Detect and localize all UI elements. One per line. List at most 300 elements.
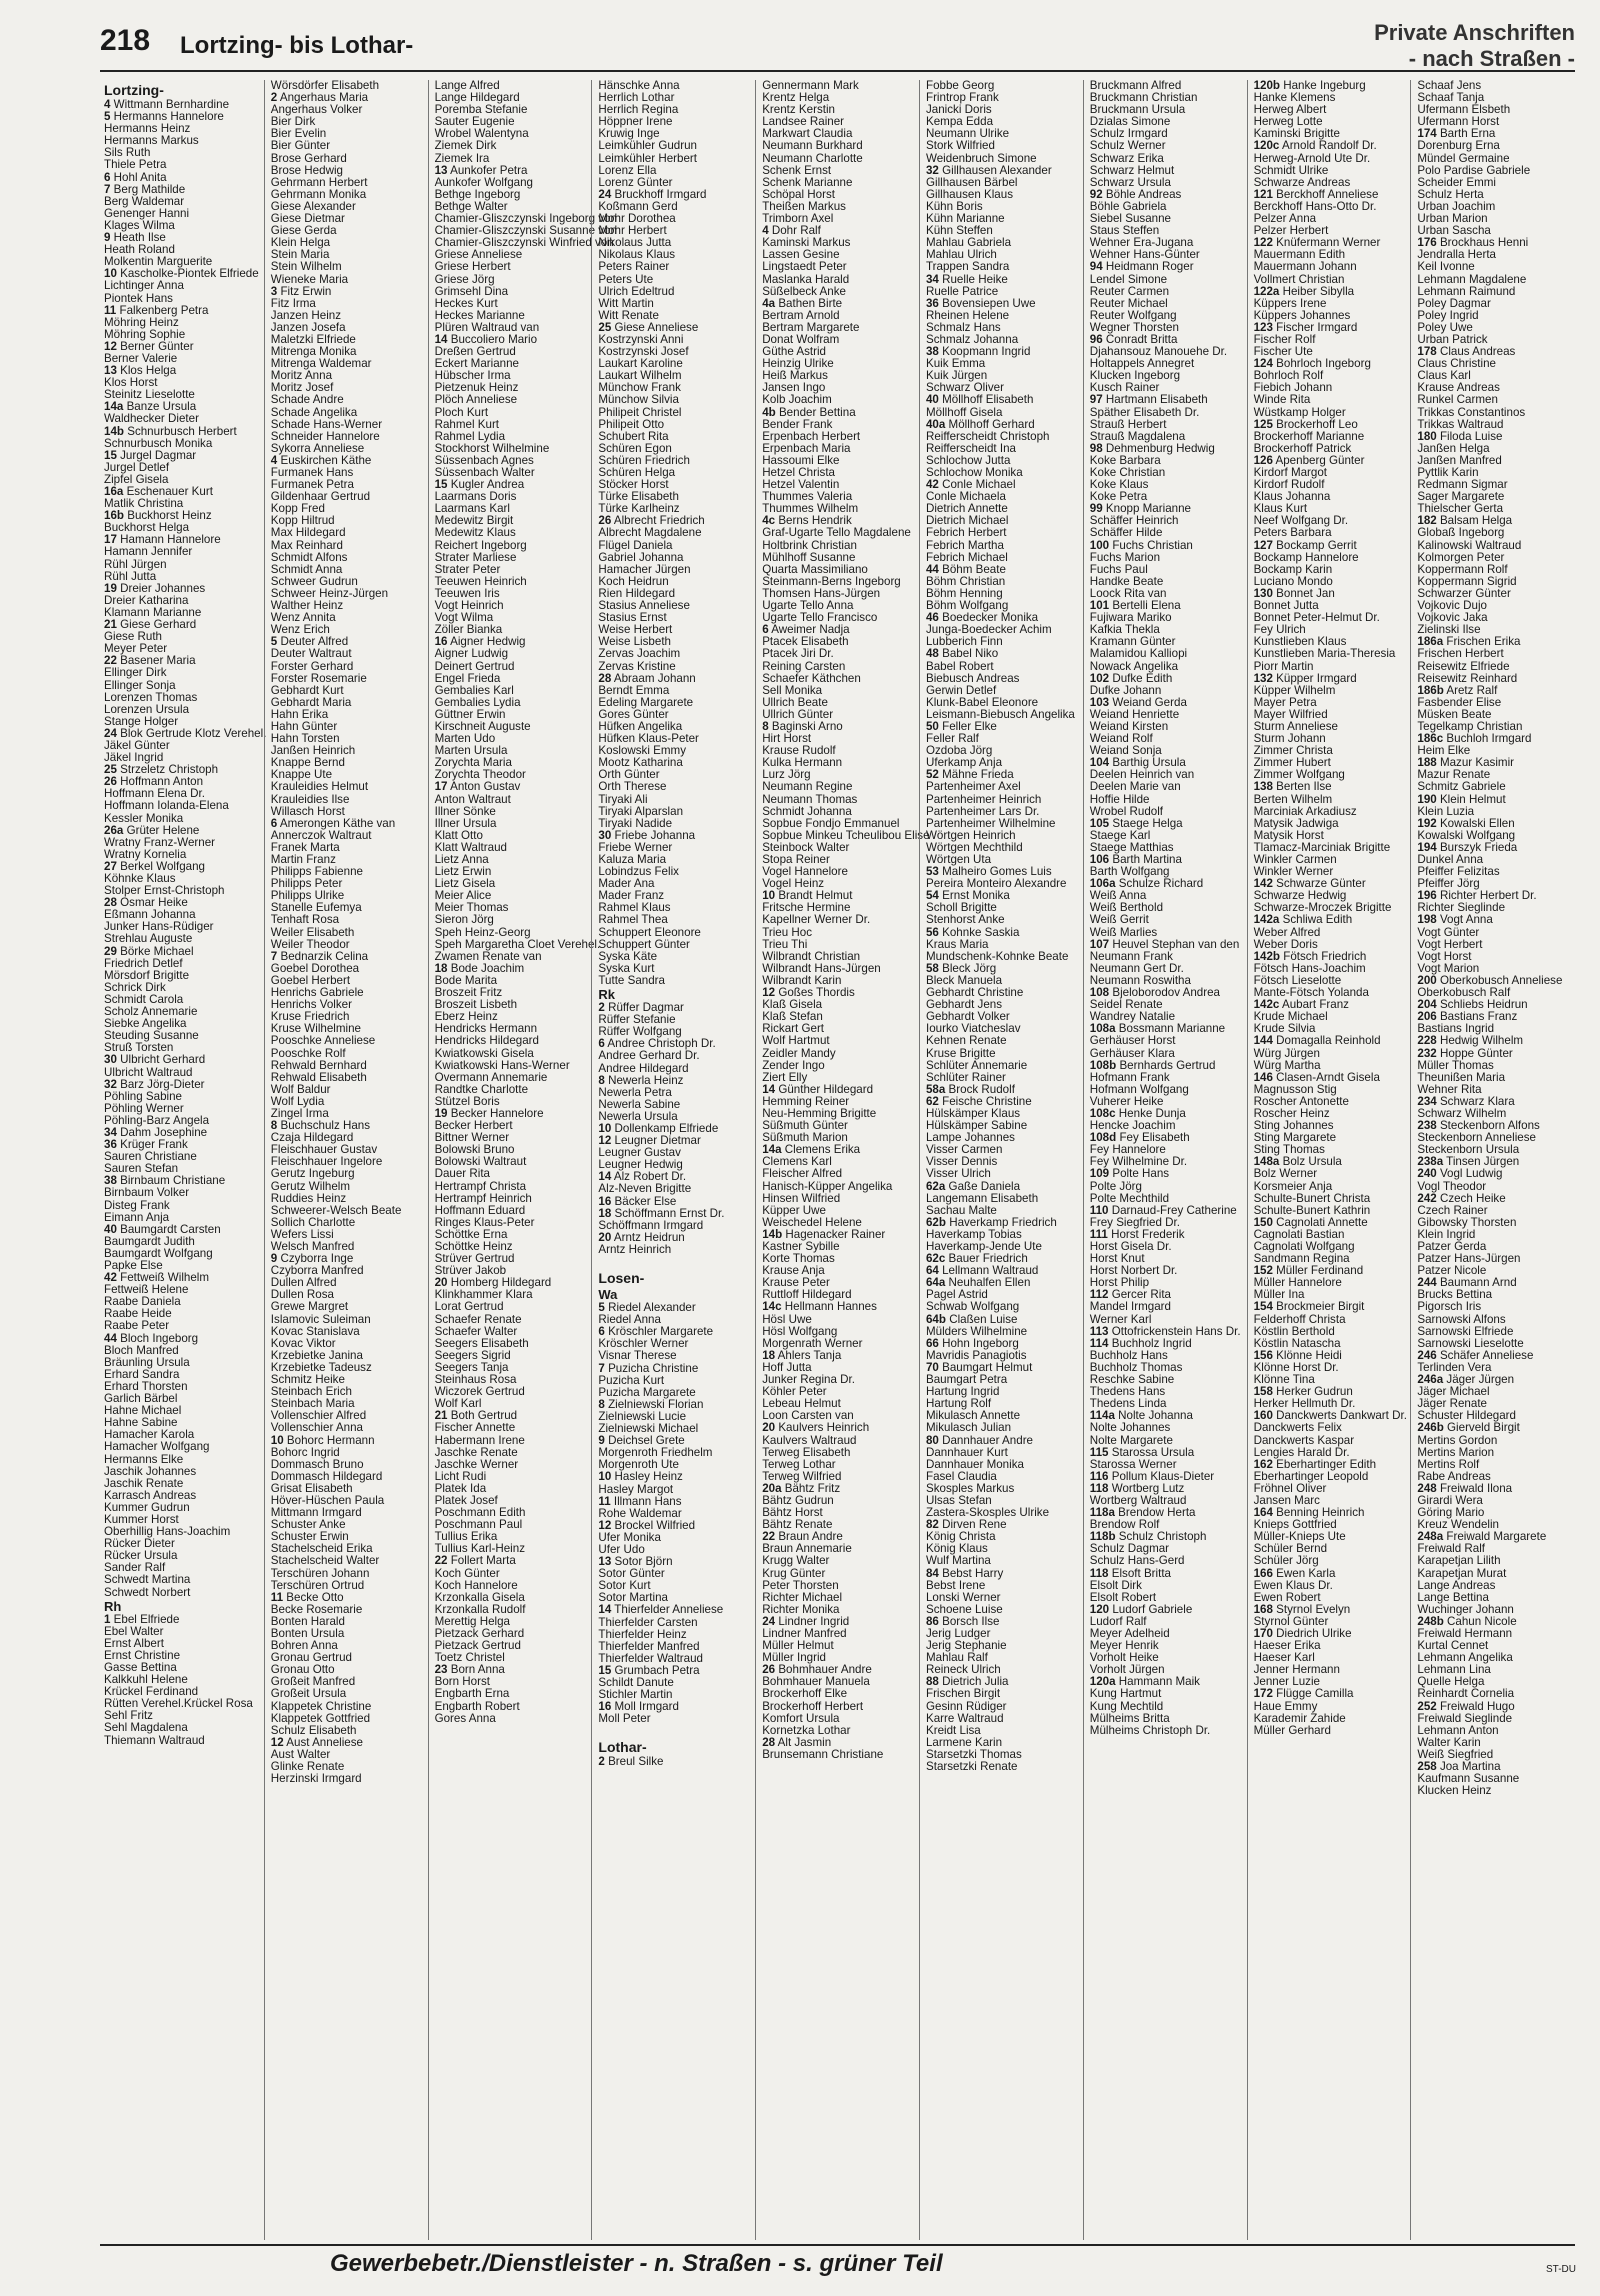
list-item: Köstlin Natascha (1253, 1336, 1341, 1350)
list-item: Kwiatkowski Gisela (434, 1046, 534, 1060)
list-item: Fötsch Hans-Joachim (1253, 961, 1366, 975)
list-item: Lurz Jörg (762, 768, 811, 782)
list-item: Theunißen Maria (1417, 1070, 1506, 1084)
list-item: Weiß Gerrit (1089, 913, 1149, 927)
list-item: Newerla Sabine (598, 1097, 681, 1111)
list-item: 4b Bender Bettina (762, 405, 856, 419)
list-item: Schmidt Johanna (762, 804, 852, 818)
list-item: Hamacher Wolfgang (104, 1440, 210, 1454)
list-item: Kirdorf Margot (1253, 466, 1328, 479)
list-item: 32 Gillhausen Alexander (925, 163, 1052, 177)
list-item: 3 Fitz Erwin (270, 284, 332, 298)
list-item: Schuster Hildegard (1417, 1409, 1516, 1423)
list-item: Knappe Bernd (270, 756, 345, 770)
directory-column-6 (919, 80, 1083, 2240)
list-item: Pyttlik Karin (1417, 466, 1479, 479)
list-item: Thierfelder Manfred (598, 1639, 700, 1653)
list-item: Dauer Rita (434, 1167, 491, 1181)
list-item: Karademir Zahide (1253, 1711, 1346, 1725)
list-item: Terweg Lothar (762, 1457, 836, 1471)
list-item: Sopbue Minkeu Tcheulibou Elise (762, 828, 930, 842)
list-item: Hülskämper Klaus (925, 1106, 1021, 1120)
list-item: 252 Freiwald Hugo (1417, 1699, 1515, 1713)
list-item: Hinsen Wilfried (762, 1191, 841, 1205)
list-item: Broszeit Lisbeth (434, 998, 518, 1012)
list-item: Wolf Baldur (270, 1082, 331, 1096)
list-item: Strüver Jakob (434, 1264, 507, 1278)
list-item: Müller Ingrid (762, 1651, 826, 1665)
list-item: Vogt Wilma (434, 611, 494, 625)
list-item: 190 Klein Helmut (1417, 792, 1506, 806)
list-item: 84 Bebst Harry (925, 1566, 1004, 1580)
list-item: Weber Doris (1253, 937, 1318, 951)
list-item: 186b Aretz Ralf (1417, 683, 1498, 697)
list-item: Sauter Eugenie (434, 115, 515, 129)
list-item: Poley Ingrid (1417, 308, 1479, 322)
list-item: Schulz Hans-Gerd (1089, 1554, 1185, 1568)
list-item: Klein Ingrid (1417, 1227, 1476, 1241)
list-item: 180 Filoda Luise (1417, 429, 1503, 443)
list-item: Freiwald Ralf (1417, 1542, 1486, 1556)
list-item: Schüler Bernd (1253, 1542, 1328, 1556)
list-item: 15 Kugler Andrea (434, 478, 525, 492)
list-item: Raabe Peter (104, 1319, 170, 1333)
list-item: Rahmel Kurt (434, 417, 500, 431)
list-item: Rüffer Wolfgang (598, 1025, 682, 1039)
list-item: 19 Becker Hannelore (434, 1106, 544, 1120)
list-item: Pöhling-Barz Angela (104, 1113, 210, 1127)
list-item: Mülheims Britta (1089, 1711, 1170, 1725)
list-item: Steinbach Erich (270, 1385, 352, 1399)
list-item: Schüren Helga (598, 466, 676, 479)
list-item: 192 Kowalski Ellen (1417, 816, 1515, 830)
list-item: Großeit Ursula (270, 1687, 347, 1701)
list-item: 96 Conradt Britta (1089, 332, 1178, 346)
list-item: Trikkas Waltraud (1417, 417, 1504, 431)
list-item: Winkler Carmen (1253, 853, 1337, 866)
list-item: 40 Baumgardt Carsten (104, 1222, 221, 1236)
list-item: Gebhardt Christine (925, 986, 1024, 1000)
list-item: Bähtz Renate (762, 1518, 833, 1532)
list-item: Schaaf Tanja (1417, 91, 1485, 105)
list-item: Mayer Wilfried (1253, 707, 1328, 721)
list-item: Czyborra Manfred (270, 1264, 364, 1278)
list-item: Tullius Karl-Heinz (434, 1542, 526, 1556)
list-item: Becker Herbert (434, 1119, 513, 1133)
list-item: Berg Waldemar (104, 194, 185, 208)
list-item: Pereira Monteiro Alexandre (925, 877, 1067, 891)
list-item: Ernst Christine (104, 1648, 181, 1662)
list-item: 124 Bohrloch Ingeborg (1253, 357, 1371, 371)
list-item: Ulsas Stefan (925, 1493, 992, 1507)
list-item: Danckwerts Kaspar (1253, 1433, 1355, 1447)
list-item: Aunkofer Wolfgang (434, 175, 533, 189)
list-item: Malamidou Kalliopi (1089, 647, 1188, 661)
list-item: 118a Brendow Herta (1089, 1506, 1196, 1520)
list-item: 99 Knopp Marianne (1089, 502, 1191, 516)
list-item: Klamann Marianne (104, 605, 202, 619)
list-item: Roscher Antonette (1253, 1094, 1349, 1108)
list-item: Dullen Alfred (270, 1276, 337, 1290)
list-item: 23 Born Anna (434, 1663, 505, 1677)
list-item: 118 Wortberg Lutz (1089, 1481, 1185, 1495)
list-item: Kaulvers Waltraud (762, 1433, 857, 1447)
list-item: Girardi Wera (1417, 1493, 1483, 1507)
list-item: 4 Wittmann Bernhardine (104, 98, 230, 111)
list-item: 4 Euskirchen Käthe (270, 453, 372, 467)
list-item: Plüren Waltraud van (434, 320, 540, 334)
list-item: Kung Mechtild (1089, 1699, 1164, 1713)
list-item: 12 Goßes Thordis (762, 986, 855, 1000)
list-item: Stopa Reiner (762, 853, 830, 866)
list-item: Jansen Marc (1253, 1493, 1320, 1507)
list-item: 10 Kascholke-Piontek Elfriede (104, 267, 259, 281)
list-item: Sturm Anneliese (1253, 719, 1339, 733)
list-item: Köhnke Klaus (104, 872, 176, 885)
list-item: Stichler Martin (598, 1688, 673, 1702)
list-item: 5 Hermanns Hannelore (104, 110, 224, 124)
list-item: Vorholt Heike (1089, 1651, 1159, 1665)
list-item: 64 Lellmann Waltraud (925, 1264, 1039, 1278)
list-item: Dietrich Annette (925, 502, 1008, 516)
list-item: Köhler Peter (762, 1385, 827, 1399)
list-item: Dullen Rosa (270, 1288, 334, 1302)
list-item: Toetz Christel (434, 1651, 505, 1665)
list-item: Leimkühler Herbert (598, 151, 697, 165)
list-item: Rien Hildegard (598, 586, 676, 600)
list-item: 116 Pollum Klaus-Dieter (1089, 1469, 1215, 1483)
list-item: Freiwald Sieglinde (1417, 1711, 1513, 1725)
list-item: Schweer Heinz-Jürgen (270, 586, 389, 600)
list-item: Henrichs Gabriele (270, 986, 364, 1000)
list-item: Lange Andreas (1417, 1578, 1496, 1592)
list-item: Hülskämper Sabine (925, 1119, 1028, 1133)
list-item: 6 Aweimer Nadja (762, 623, 850, 637)
list-item: 30 Ulbricht Gerhard (104, 1053, 206, 1067)
list-item: Karapetjan Lilith (1417, 1554, 1501, 1568)
list-item: 196 Richter Herbert Dr. (1417, 889, 1537, 903)
list-item: 8 Baginski Arno (762, 719, 843, 733)
list-item: Wratny Kornelia (104, 847, 187, 861)
list-item: 14a Banze Ursula (104, 400, 197, 414)
list-item: Morgenroth Ute (598, 1458, 679, 1472)
list-item: 10 Brandt Helmut (762, 889, 853, 903)
list-item: Speh Margaretha Cloet Verehel. (434, 937, 601, 951)
list-item: Weise Lisbeth (598, 635, 671, 649)
list-item: Vuherer Heike (1089, 1094, 1164, 1108)
list-item: Maslanka Harald (762, 272, 850, 286)
list-item: 22 Basener Maria (104, 654, 196, 668)
list-item: Mootz Katharina (598, 756, 683, 770)
list-item: Kwiatkowski Hans-Werner (434, 1058, 570, 1072)
list-item: Fleischhauer Ingelore (270, 1155, 383, 1169)
list-item: Kruse Wilhelmine (270, 1022, 361, 1036)
list-item: Annerczok Waltraut (270, 828, 372, 842)
list-item: Krug Günter (762, 1566, 826, 1580)
list-item: Weiß Marlies (1089, 925, 1158, 939)
list-item: Kolmorgen Peter (1417, 550, 1505, 564)
list-item: 9 Czyborra Inge (270, 1252, 354, 1266)
list-item: Gebhardt Kurt (270, 683, 344, 697)
list-item: Kulka Hermann (762, 756, 843, 770)
list-item: 28 Abraam Johann (598, 671, 696, 685)
list-item: 172 Flügge Camilla (1253, 1687, 1354, 1701)
list-item: Kovac Viktor (270, 1336, 336, 1350)
list-item: 24 Blok Gertrude Klotz Verehel. (104, 726, 267, 740)
list-item: Thierfelder Waltraud (598, 1651, 703, 1665)
header-rule (100, 70, 1575, 72)
list-item: Nolte Margarete (1089, 1433, 1173, 1447)
list-item: Kusch Rainer (1089, 381, 1160, 395)
list-item: Horst Gisela Dr. (1089, 1240, 1172, 1253)
list-item: Mandel Irmgard (1089, 1300, 1171, 1314)
list-item: 146 Clasen-Arndt Gisela (1253, 1070, 1380, 1084)
list-item: Knappe Ute (270, 768, 333, 782)
list-item: Kaminski Markus (762, 236, 851, 250)
list-item: Krude Michael (1253, 1010, 1328, 1024)
list-item: Koppermann Rolf (1417, 562, 1508, 576)
list-item: Visser Dennis (925, 1155, 998, 1169)
list-item: Lorenz Günter (598, 175, 673, 189)
list-item: Lange Hildegard (434, 91, 520, 105)
list-item: Koch Günter (434, 1566, 500, 1580)
list-item: Rehwald Elisabeth (270, 1070, 367, 1084)
list-item: Jerig Stephanie (925, 1639, 1007, 1653)
list-item: 120c Arnold Randolf Dr. (1253, 139, 1377, 153)
list-item: Krzebietke Tadeusz (270, 1360, 372, 1374)
list-item: Nikolaus Jutta (598, 236, 672, 250)
list-item: 246 Schäfer Anneliese (1417, 1348, 1534, 1362)
list-item: Mohr Herbert (598, 224, 667, 238)
list-item: Schüren Friedrich (598, 453, 690, 467)
list-item: Bertram Margarete (762, 320, 860, 334)
list-item: Kafkia Thekla (1089, 623, 1160, 637)
list-item: Philipeit Christel (598, 405, 682, 419)
list-item: Jenner Luzie (1253, 1675, 1320, 1689)
list-item: Reuter Wolfgang (1089, 308, 1177, 322)
list-item: Philipps Ulrike (270, 889, 345, 903)
list-item: Polte Jörg (1089, 1179, 1142, 1193)
list-item: Thummes Valeria (762, 490, 853, 504)
list-item: Handke Beate (1089, 574, 1164, 588)
list-item: 7 Bednarzik Celina (270, 949, 369, 963)
list-item: 28 Osmar Heike (104, 896, 188, 910)
list-item: Haeser Erika (1253, 1639, 1321, 1653)
list-item: Zender Ingo (762, 1058, 825, 1072)
list-item: Czaja Hildegard (270, 1131, 354, 1145)
list-item: Seegers Sigrid (434, 1348, 511, 1362)
list-item: Neumann Ulrike (925, 127, 1010, 141)
list-item: Ulbricht Waltraud (104, 1065, 193, 1079)
list-item: Meyer Henrik (1089, 1639, 1159, 1653)
list-item: 206 Bastians Franz (1417, 1010, 1518, 1024)
list-item: Wulf Martina (925, 1554, 991, 1568)
list-item: Münchow Silvia (598, 393, 679, 407)
list-item: Poschmann Paul (434, 1518, 523, 1532)
list-item: Höver-Hüschen Paula (270, 1493, 385, 1507)
list-item: Neu-Hemming Brigitte (762, 1106, 877, 1120)
list-item: Puzicha Kurt (598, 1373, 665, 1387)
list-item: 4c Berns Hendrik (762, 514, 852, 528)
list-item: Furmanek Petra (270, 478, 354, 492)
list-item: Wehner Era-Jugana (1089, 236, 1194, 250)
list-item: 16a Eschenauer Kurt (104, 485, 213, 498)
list-item: Staege Karl (1089, 828, 1151, 842)
list-item: Vogel Hannelore (762, 865, 848, 879)
list-item: Ploch Kurt (434, 405, 489, 419)
list-item: Bethge Ingeborg (434, 187, 521, 201)
list-item: Hanke Klemens (1253, 91, 1336, 105)
list-item: Schmidt Ulrike (1253, 163, 1329, 177)
list-item: Syska Kurt (598, 961, 655, 975)
list-item: Griese Herbert (434, 260, 511, 274)
list-item: 58a Brock Rudolf (925, 1082, 1015, 1096)
list-item: Kirschneit Auguste (434, 719, 531, 733)
list-item: Bohorc Ingrid (270, 1445, 340, 1459)
list-item: 40a Möllhoff Gerhard (925, 417, 1035, 431)
list-item: Vogl Theodor (1417, 1179, 1487, 1193)
list-item: Güthe Astrid (762, 345, 826, 359)
list-item: Baumgardt Judith (104, 1234, 195, 1248)
list-item: Bruckmann Christian (1089, 91, 1198, 105)
list-item: 18 Ahlers Tanja (762, 1348, 842, 1362)
list-item: Schmidt Carola (104, 992, 184, 1006)
list-item: Kummer Horst (104, 1512, 179, 1526)
list-item: Stöcker Horst (598, 478, 669, 492)
list-item: Brockerhoff Elke (762, 1687, 848, 1701)
list-item: Gennermann Mark (762, 79, 859, 92)
list-item: Ziemek Dirk (434, 139, 497, 153)
list-item: 52 Mähne Frieda (925, 768, 1014, 782)
list-item: Sopbue Fondjo Emmanuel (762, 816, 900, 830)
list-item: Süssenbach Walter (434, 466, 535, 479)
list-item: Lorenzen Thomas (104, 690, 198, 704)
list-item: 15 Jurgel Dagmar (104, 448, 197, 462)
list-item: Frintrop Frank (925, 91, 999, 105)
list-item: 26a Grüter Helene (104, 823, 200, 837)
list-item: Ernst Albert (104, 1636, 164, 1650)
list-item: 26 Hoffmann Anton (104, 775, 204, 789)
list-item: 8 Buchschulz Hans (270, 1119, 371, 1133)
list-item: Steinmann-Berns Ingeborg (762, 574, 901, 588)
list-item: Scholl Brigitte (925, 901, 997, 915)
list-item: Karrasch Andreas (104, 1488, 197, 1502)
list-item: Gerhäuser Klara (1089, 1046, 1175, 1060)
list-item: Klein Helga (270, 236, 331, 250)
list-item: Zielniewski Lucie (598, 1409, 687, 1423)
list-item: 142a Schliwa Edith (1253, 913, 1353, 927)
list-item: Wilbrandt Christian (762, 949, 861, 963)
list-item: Ellinger Dirk (104, 666, 167, 680)
list-item: 248 Freiwald Ilona (1417, 1481, 1513, 1495)
list-item: Neumann Burkhard (762, 139, 863, 153)
list-item: 186c Buchloh Irmgard (1417, 732, 1532, 746)
list-item: Skosples Markus (925, 1481, 1015, 1495)
list-item: Iourko Viatcheslav (925, 1022, 1021, 1036)
list-item: Strüver Gertrud (434, 1252, 515, 1266)
list-item: Wolf Hartmut (762, 1034, 830, 1048)
list-item: Werner Karl (1089, 1312, 1152, 1326)
list-item: Krentz Kerstin (762, 103, 835, 117)
list-item: Koßmann Gerd (598, 199, 678, 213)
list-item: Illner Sönke (434, 804, 496, 818)
list-item: Urban Patrick (1417, 332, 1488, 346)
list-item: Fey Hannelore (1089, 1143, 1166, 1157)
list-item: Bohren Anna (270, 1639, 338, 1653)
list-item: Winkler Werner (1253, 865, 1334, 879)
list-item: 98 Dehmenburg Hedwig (1089, 441, 1215, 455)
list-item: Wegner Thorsten (1089, 320, 1179, 334)
list-item: Gehrmann Herbert (270, 175, 368, 189)
list-item: Hermanns Heinz (104, 122, 191, 136)
list-item: Gerutz Ingeburg (270, 1167, 355, 1181)
list-item: Gebhardt Maria (270, 695, 352, 709)
list-item: 160 Danckwerts Dankwart Dr. (1253, 1409, 1407, 1423)
list-item: Klaus Johanna (1253, 490, 1331, 504)
list-item: Trikkas Constantinos (1417, 405, 1526, 419)
list-item: Junker Regina Dr. (762, 1373, 855, 1387)
list-item: Hartung Rolf (925, 1397, 992, 1411)
list-item: Klönne Horst Dr. (1253, 1360, 1339, 1374)
list-item: Schubert Rita (598, 429, 669, 443)
list-item: Küpper Wilhelm (1253, 683, 1336, 697)
list-item: Kaminski Brigitte (1253, 127, 1340, 141)
list-item: 111 Horst Frederik (1089, 1227, 1185, 1241)
list-item: Rabe Andreas (1417, 1469, 1491, 1483)
list-item: Medewitz Birgit (434, 514, 514, 528)
list-item: Koppermann Sigrid (1417, 574, 1517, 588)
list-item: Thedens Hans (1089, 1385, 1166, 1399)
list-item: 27 Berkel Wolfgang (104, 859, 205, 873)
list-item: Schwarz Wilhelm (1417, 1106, 1507, 1120)
list-item: Becke Rosemarie (270, 1602, 363, 1616)
list-item: Würg Martha (1253, 1058, 1321, 1072)
list-item: Eßmann Johanna (104, 908, 196, 922)
list-item: Weiand Kirsten (1089, 719, 1169, 733)
list-item: Hahn Torsten (270, 732, 340, 746)
list-item: Langemann Elisabeth (925, 1191, 1039, 1205)
list-item: Freiwald Hermann (1417, 1627, 1513, 1640)
list-item: Rahmel Klaus (598, 901, 671, 915)
list-item: Tegelkamp Christian (1417, 719, 1523, 733)
list-item: Kastner Sybille (762, 1240, 840, 1253)
list-item: Wörtgen Heinrich (925, 828, 1016, 842)
list-item: Engel Frieda (434, 671, 501, 685)
street-section: Wa (598, 1287, 618, 1303)
list-item: Wörtgen Uta (925, 853, 992, 866)
list-item: Krude Silvia (1253, 1022, 1316, 1036)
list-item: Jäger Michael (1417, 1385, 1490, 1399)
list-item: Mundschenk-Kohnke Beate (925, 949, 1069, 963)
list-item (598, 1725, 755, 1737)
list-item: Bloch Manfred (104, 1343, 179, 1357)
list-item: Stanelle Eufemya (270, 901, 362, 915)
list-item: 118 Elsoft Britta (1089, 1566, 1171, 1580)
list-item: Lindner Manfred (762, 1627, 847, 1640)
list-item: Ewen Klaus Dr. (1253, 1578, 1333, 1592)
list-item: 18 Schöffmann Ernst Dr. (598, 1206, 725, 1220)
list-item: Küpper Uwe (762, 1203, 826, 1217)
list-item: Ludorf Ralf (1089, 1614, 1147, 1628)
list-item: Hösl Wolfgang (762, 1324, 838, 1338)
list-item: Zöller Bianka (434, 623, 503, 637)
list-item: Jaschik Johannes (104, 1464, 197, 1478)
list-item: Kostrzynski Josef (598, 345, 689, 359)
list-item: Engbarth Robert (434, 1699, 520, 1713)
list-item: Illner Ursula (434, 816, 497, 830)
list-item: Kalinowski Waltraud (1417, 538, 1522, 552)
list-item: 62c Bauer Friedrich (925, 1252, 1028, 1266)
